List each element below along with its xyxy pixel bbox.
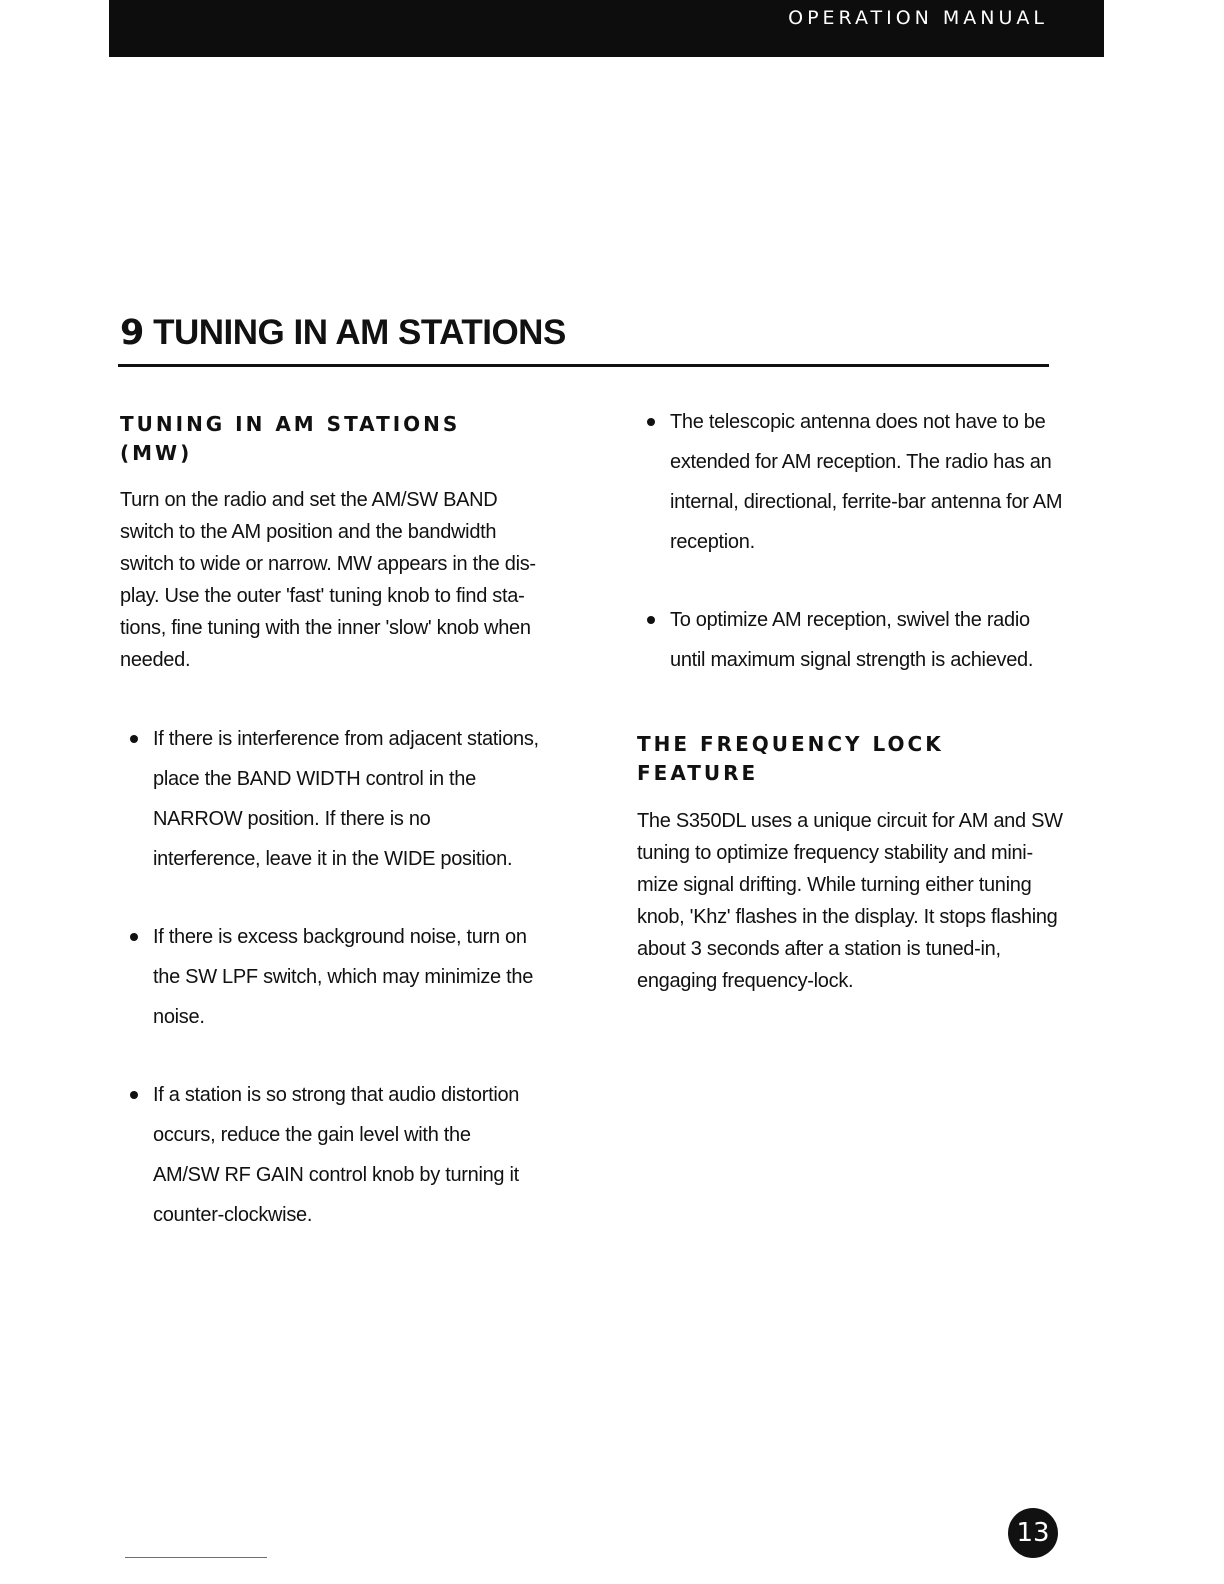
chapter-title: TUNING IN AM STATIONS	[153, 313, 566, 352]
heading-line: THE FREQUENCY LOCK	[637, 732, 944, 756]
bullet-icon	[130, 933, 138, 941]
list-item-text: If there is excess background noise, turn on the SW LPF switch, which may minimize the noise.	[153, 926, 534, 1028]
frequency-lock-paragraph: The S350DL uses a unique circuit for AM and SW tuning to optimize frequency stability and mini-mize signal drifting. While turning either tuning knob, 'Khz' flashes in the display. It stops flashing about 3 seconds after a station is tuned-in, engaging frequency-lock.	[637, 810, 1063, 992]
heading-line: FEATURE	[637, 761, 759, 785]
bullet-icon	[130, 735, 138, 743]
title-divider	[118, 364, 1049, 367]
page-number-badge: 13	[1008, 1508, 1058, 1558]
list-item-text: To optimize AM reception, swivel the radio until maximum signal strength is achieved.	[670, 609, 1034, 671]
list-item	[120, 1075, 540, 1235]
list-item	[120, 917, 540, 1037]
footer-rule	[125, 1557, 267, 1558]
page-title	[120, 313, 566, 353]
left-column	[120, 410, 540, 1235]
header-bar	[109, 0, 1104, 57]
list-item-text: If there is interference from adjacent stations, place the BAND WIDTH control in the NARROW position. If there is no interference, leave it in the WIDE position.	[153, 728, 539, 870]
intro-paragraph: Turn on the radio and set the AM/SW BAND switch to the AM position and the bandwidth switch to wide or narrow. MW appears in the dis-play. Use the outer 'fast' tuning knob to find sta-tions, fine tuning with the inner 'slow' knob when needed.	[120, 489, 536, 671]
section-heading-mw: TUNING IN AM STATIONS (MW)	[120, 412, 461, 465]
right-column	[637, 402, 1067, 997]
list-item	[120, 719, 540, 879]
list-item	[637, 402, 1067, 562]
list-item	[637, 600, 1067, 680]
list-item-text: The telescopic antenna does not have to be extended for AM reception. The radio has an internal, directional, ferrite-bar antenna for AM reception.	[670, 411, 1063, 553]
bullet-icon	[130, 1091, 138, 1099]
manual-title: OPERATION MANUAL	[788, 7, 1048, 29]
list-item-text: If a station is so strong that audio distortion occurs, reduce the gain level with the AM/SW RF GAIN control knob by turning it counter-clockwise.	[153, 1084, 520, 1226]
bullet-icon	[647, 418, 655, 426]
section-heading-frequency-lock	[637, 730, 1067, 788]
bullet-icon	[647, 616, 655, 624]
chapter-number: 9	[120, 313, 144, 353]
